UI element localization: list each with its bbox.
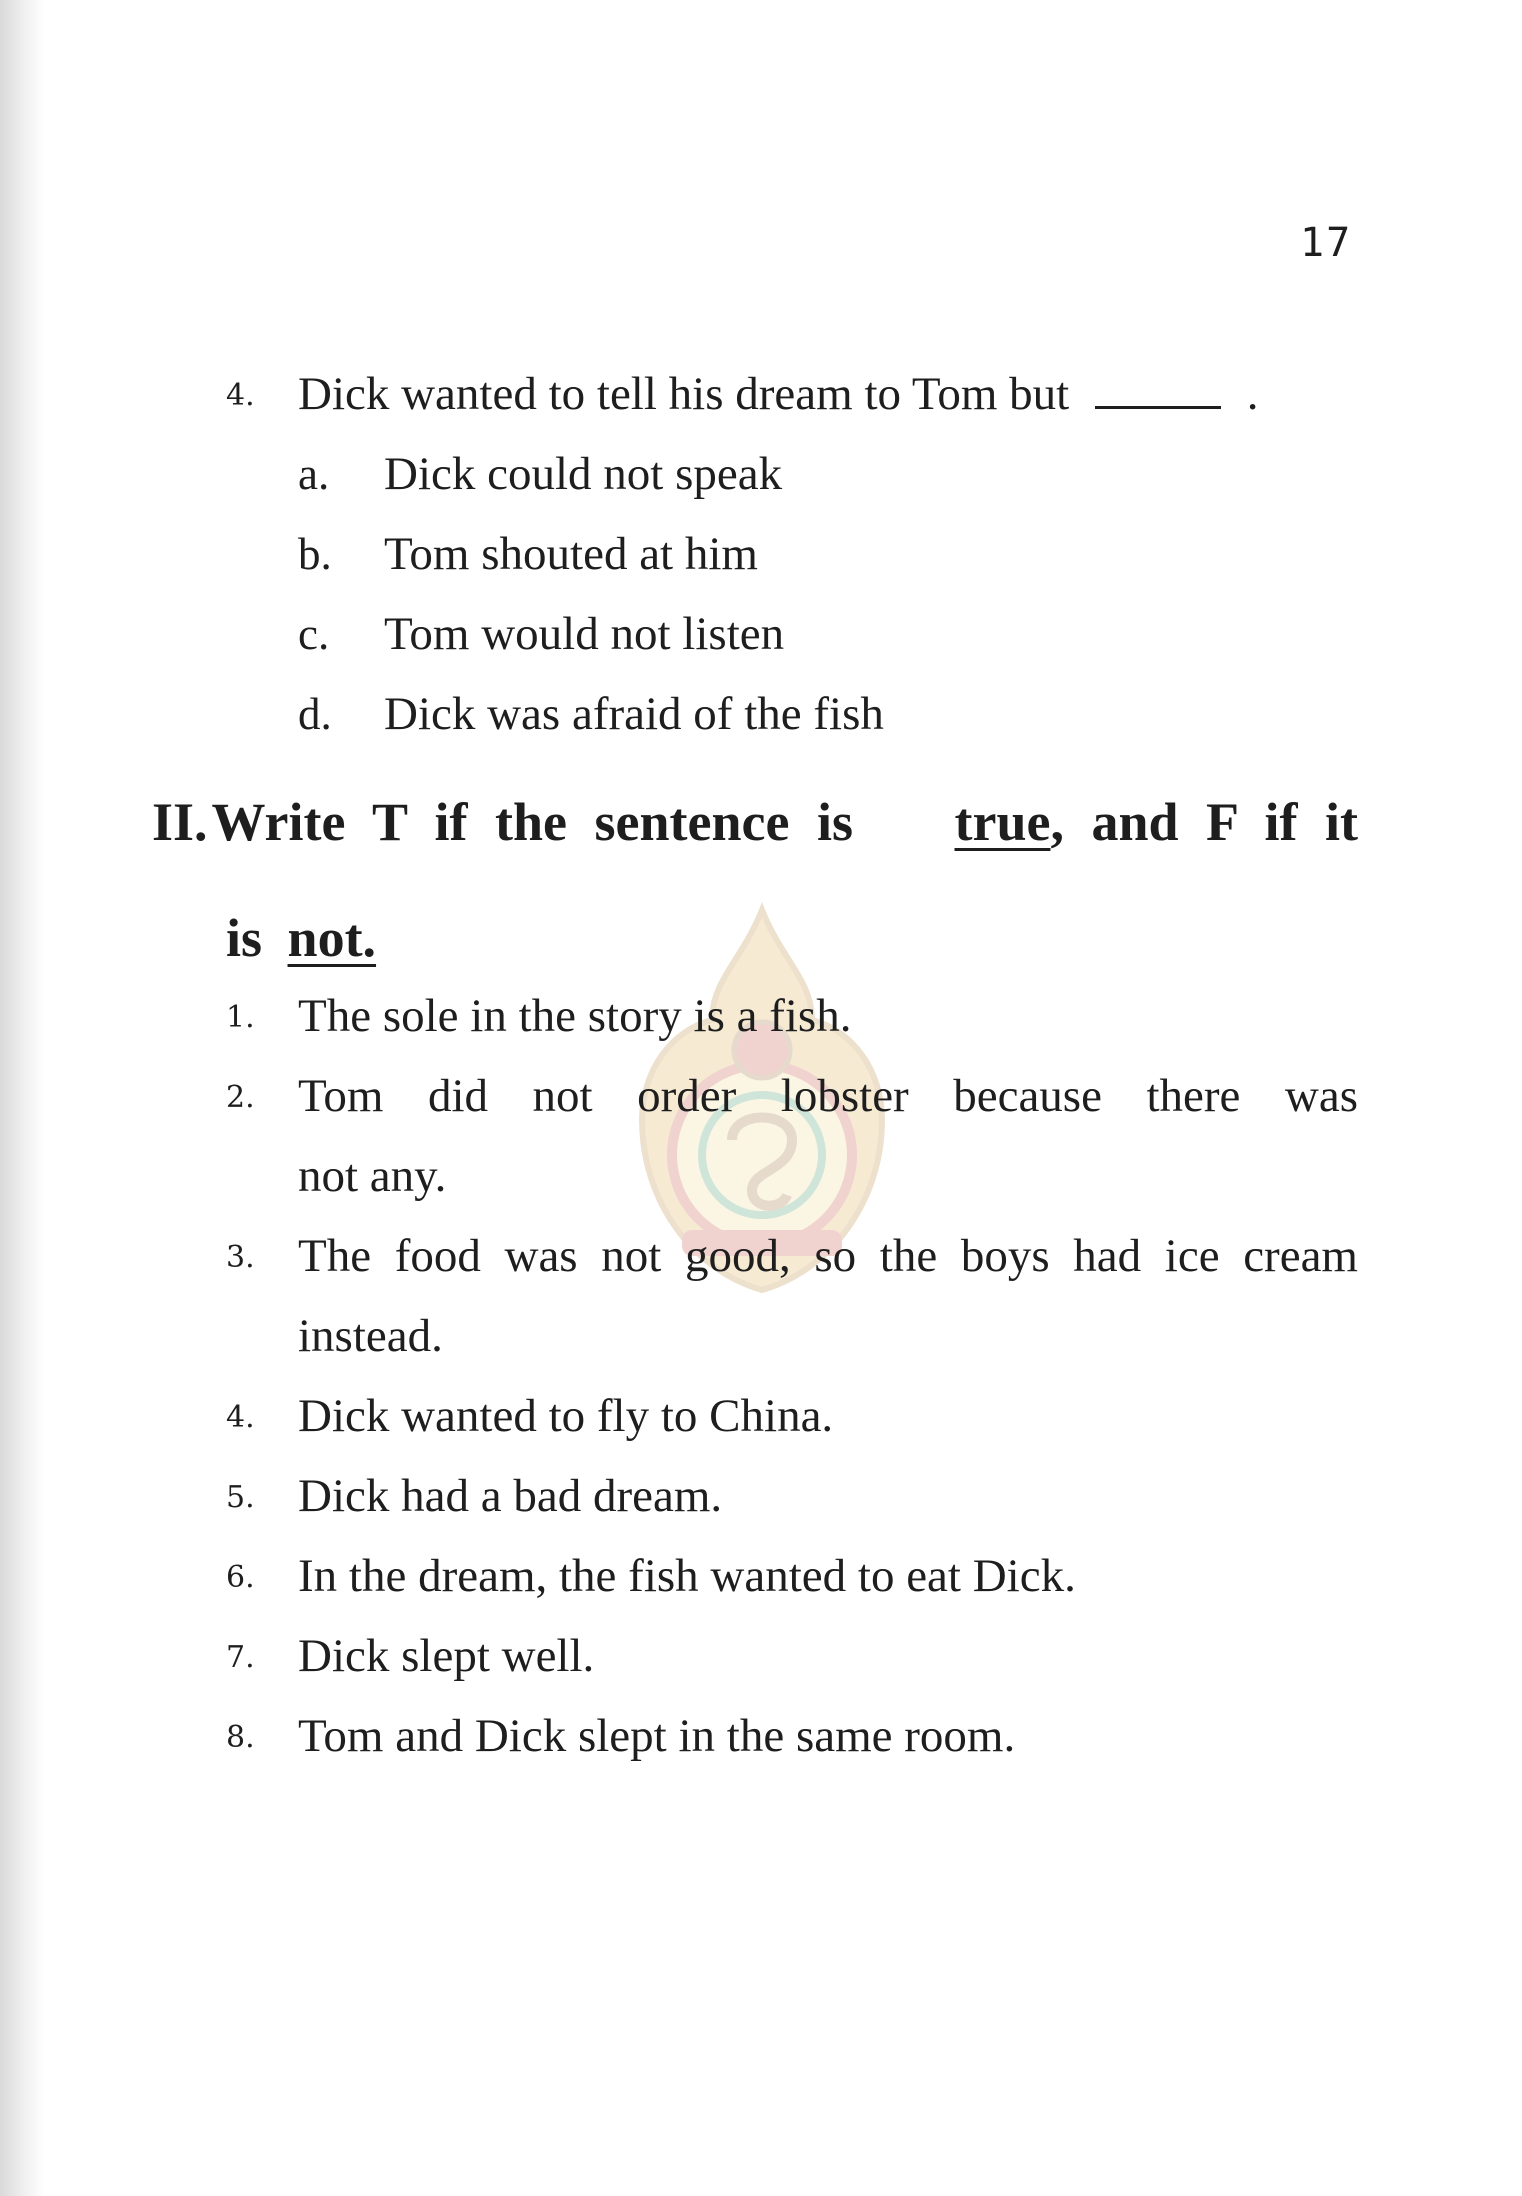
option-text: Tom shouted at him bbox=[384, 528, 758, 580]
section-title-part-a: Write T if the sentence is bbox=[211, 792, 853, 852]
item-text: Tom did not order lobster because there was bbox=[298, 1070, 1358, 1122]
option-letter: a. bbox=[298, 449, 330, 499]
option-letter: b. bbox=[298, 529, 332, 579]
item-number: 4. bbox=[226, 1400, 255, 1435]
option-text: Dick was afraid of the fish bbox=[384, 688, 884, 740]
item-number: 6. bbox=[226, 1560, 255, 1595]
item-text: The food was not good, so the boys had ice cream bbox=[298, 1230, 1358, 1282]
option-text: Dick could not speak bbox=[384, 448, 783, 500]
section-title-line-1 bbox=[152, 790, 1358, 854]
question-number: 4. bbox=[226, 378, 255, 413]
scan-left-shadow bbox=[0, 0, 44, 2196]
item-number: 7. bbox=[226, 1640, 255, 1675]
item-text: Dick had a bad dream. bbox=[298, 1470, 723, 1522]
item-text-continued: not any. bbox=[298, 1150, 447, 1202]
item-number: 8. bbox=[226, 1720, 255, 1755]
item-number: 3. bbox=[226, 1240, 255, 1275]
answer-blank[interactable] bbox=[1095, 368, 1221, 409]
section-title-true: true bbox=[954, 792, 1051, 852]
item-text: The sole in the story is a fish. bbox=[298, 990, 852, 1042]
item-text-continued: instead. bbox=[298, 1310, 443, 1362]
option-letter: c. bbox=[298, 609, 330, 659]
item-text: In the dream, the fish wanted to eat Dick. bbox=[298, 1550, 1076, 1602]
section-title-line-2 bbox=[226, 906, 376, 970]
item-text: Dick slept well. bbox=[298, 1630, 595, 1682]
question-stem bbox=[298, 366, 1258, 422]
section-title-part-c: is bbox=[226, 908, 263, 968]
section-numeral: II. bbox=[152, 792, 208, 852]
item-text: Tom and Dick slept in the same room. bbox=[298, 1710, 1016, 1762]
section-title-part-b: , and F if it bbox=[1050, 792, 1358, 852]
question-stem-text: Dick wanted to tell his dream to Tom but bbox=[298, 368, 1070, 420]
section-title-not: not. bbox=[287, 908, 377, 968]
item-number: 1. bbox=[226, 1000, 255, 1035]
item-number: 2. bbox=[226, 1080, 255, 1115]
section-title-true-wrap bbox=[955, 790, 1358, 854]
question-end-punct: . bbox=[1246, 368, 1259, 420]
option-letter: d. bbox=[298, 689, 332, 739]
option-text: Tom would not listen bbox=[384, 608, 785, 660]
item-text: Dick wanted to fly to China. bbox=[298, 1390, 834, 1442]
item-number: 5. bbox=[226, 1480, 255, 1515]
page-number: 17 bbox=[1300, 220, 1353, 266]
section-title-words bbox=[212, 790, 1358, 854]
